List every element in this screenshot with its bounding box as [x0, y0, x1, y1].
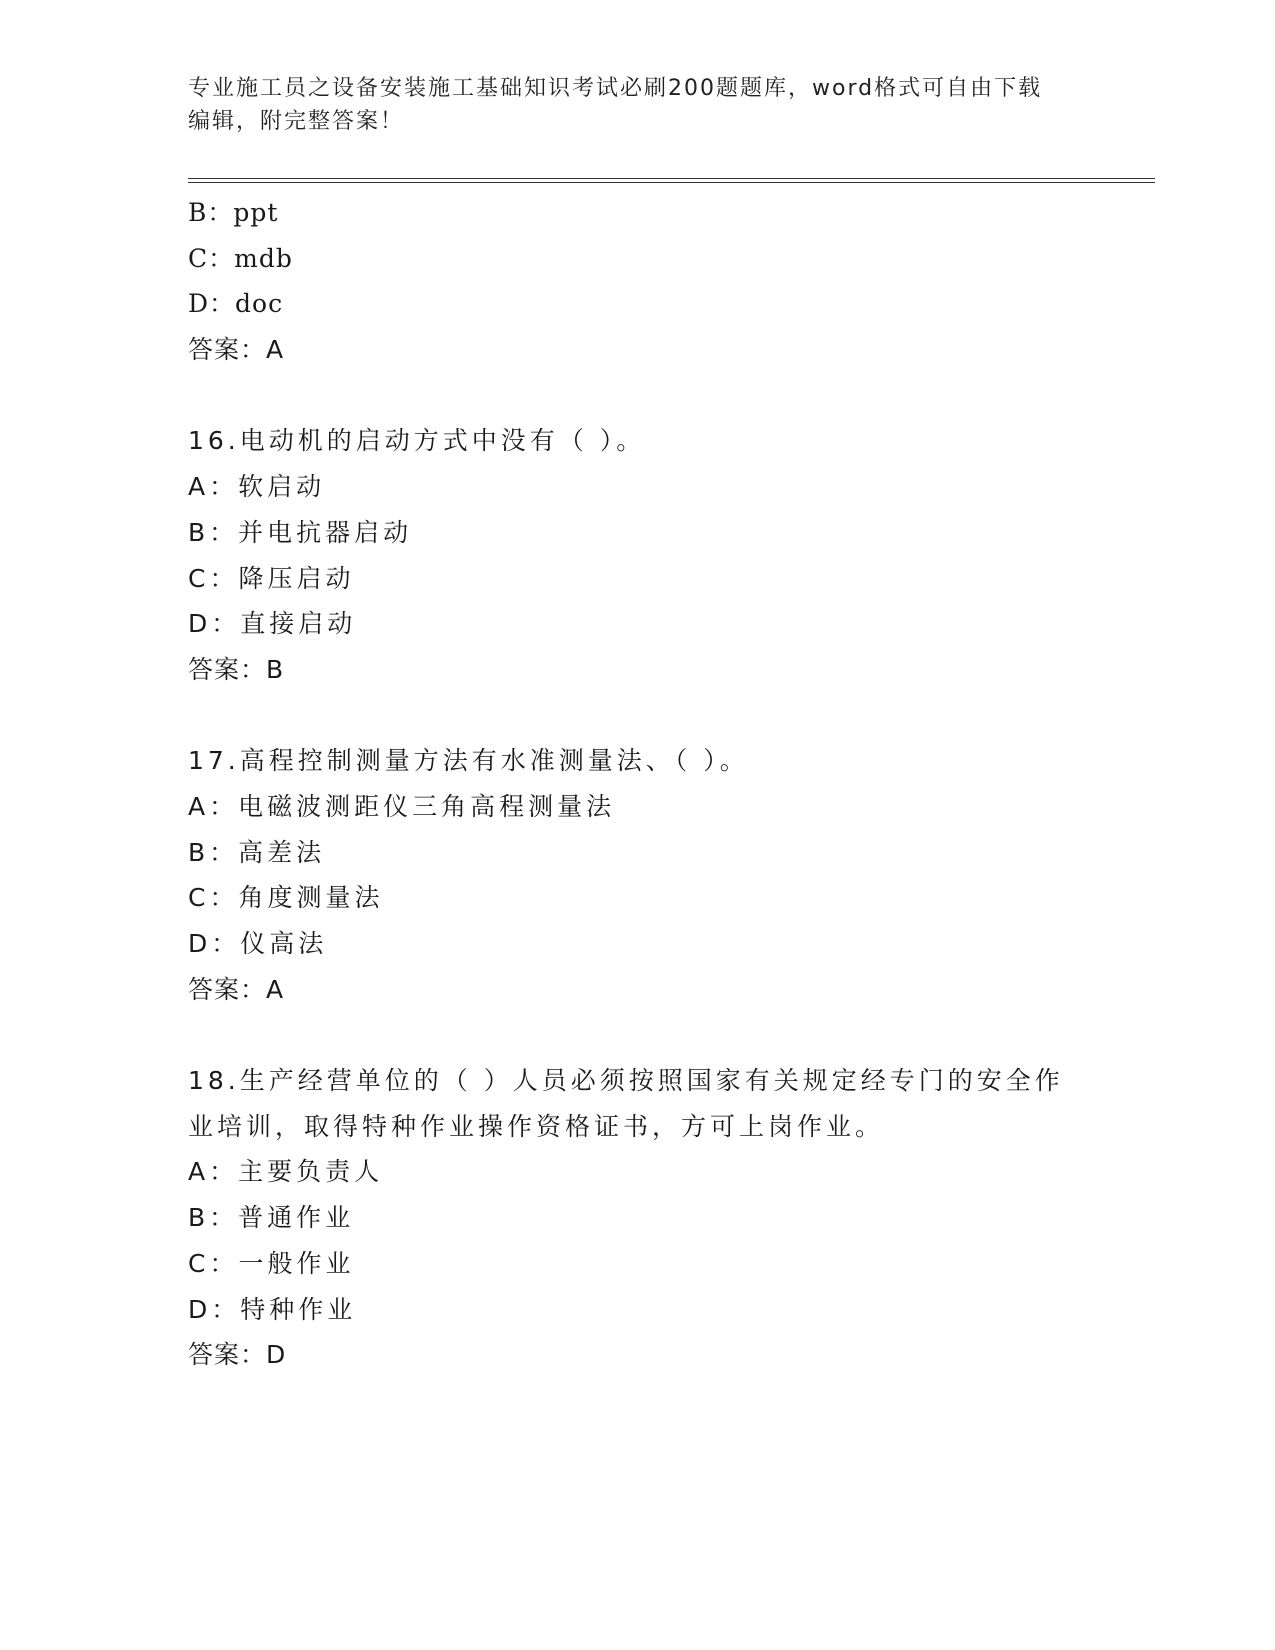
answer: 答案：A	[188, 974, 285, 1004]
document-header	[188, 72, 1088, 138]
option-d: D：特种作业	[188, 1294, 357, 1324]
option-c: C：一般作业	[188, 1248, 355, 1278]
option-c: C：角度测量法	[188, 883, 384, 913]
header-line-2: 编辑，附完整答案！	[188, 109, 405, 134]
option-d: D：仪高法	[188, 929, 328, 958]
header-line-1: 专业施工员之设备安装施工基础知识考试必刷200题题库，word格式可自由下载	[188, 76, 1043, 101]
question-text: 17.高程控制测量方法有水准测量法、（ ）。	[188, 746, 749, 776]
answer: 答案：A	[188, 335, 285, 365]
option-b: B：ppt	[188, 198, 279, 227]
option-a: A：主要负责人	[188, 1157, 384, 1187]
question-list	[188, 190, 1088, 1378]
answer: 答案：B	[188, 654, 285, 684]
option-c: C：mdb	[188, 243, 293, 273]
question-text: 16.电动机的启动方式中没有（ ）。	[188, 426, 646, 456]
spacer	[188, 1012, 1088, 1058]
option-b: B：普通作业	[188, 1203, 355, 1233]
option-b: B：高差法	[188, 837, 326, 867]
option-c: C：降压启动	[188, 563, 355, 593]
header-divider	[188, 178, 1155, 183]
question-16	[188, 418, 1088, 692]
spacer	[188, 373, 1088, 419]
question-18	[188, 1058, 1088, 1378]
option-d: D：doc	[188, 289, 284, 319]
question-15	[188, 190, 1088, 373]
option-a: A：电磁波测距仪三角高程测量法	[188, 791, 616, 821]
answer: 答案：D	[188, 1340, 287, 1370]
question-17	[188, 738, 1088, 1012]
question-text-line-2: 业培训，取得特种作业操作资格证书，方可上岗作业。	[188, 1111, 885, 1141]
option-b: B：并电抗器启动	[188, 517, 413, 547]
question-text-line-1: 18.生产经营单位的（ ）人员必须按照国家有关规定经专门的安全作	[188, 1066, 1064, 1096]
option-d: D：直接启动	[188, 609, 357, 639]
spacer	[188, 693, 1088, 739]
option-a: A：软启动	[188, 472, 326, 502]
